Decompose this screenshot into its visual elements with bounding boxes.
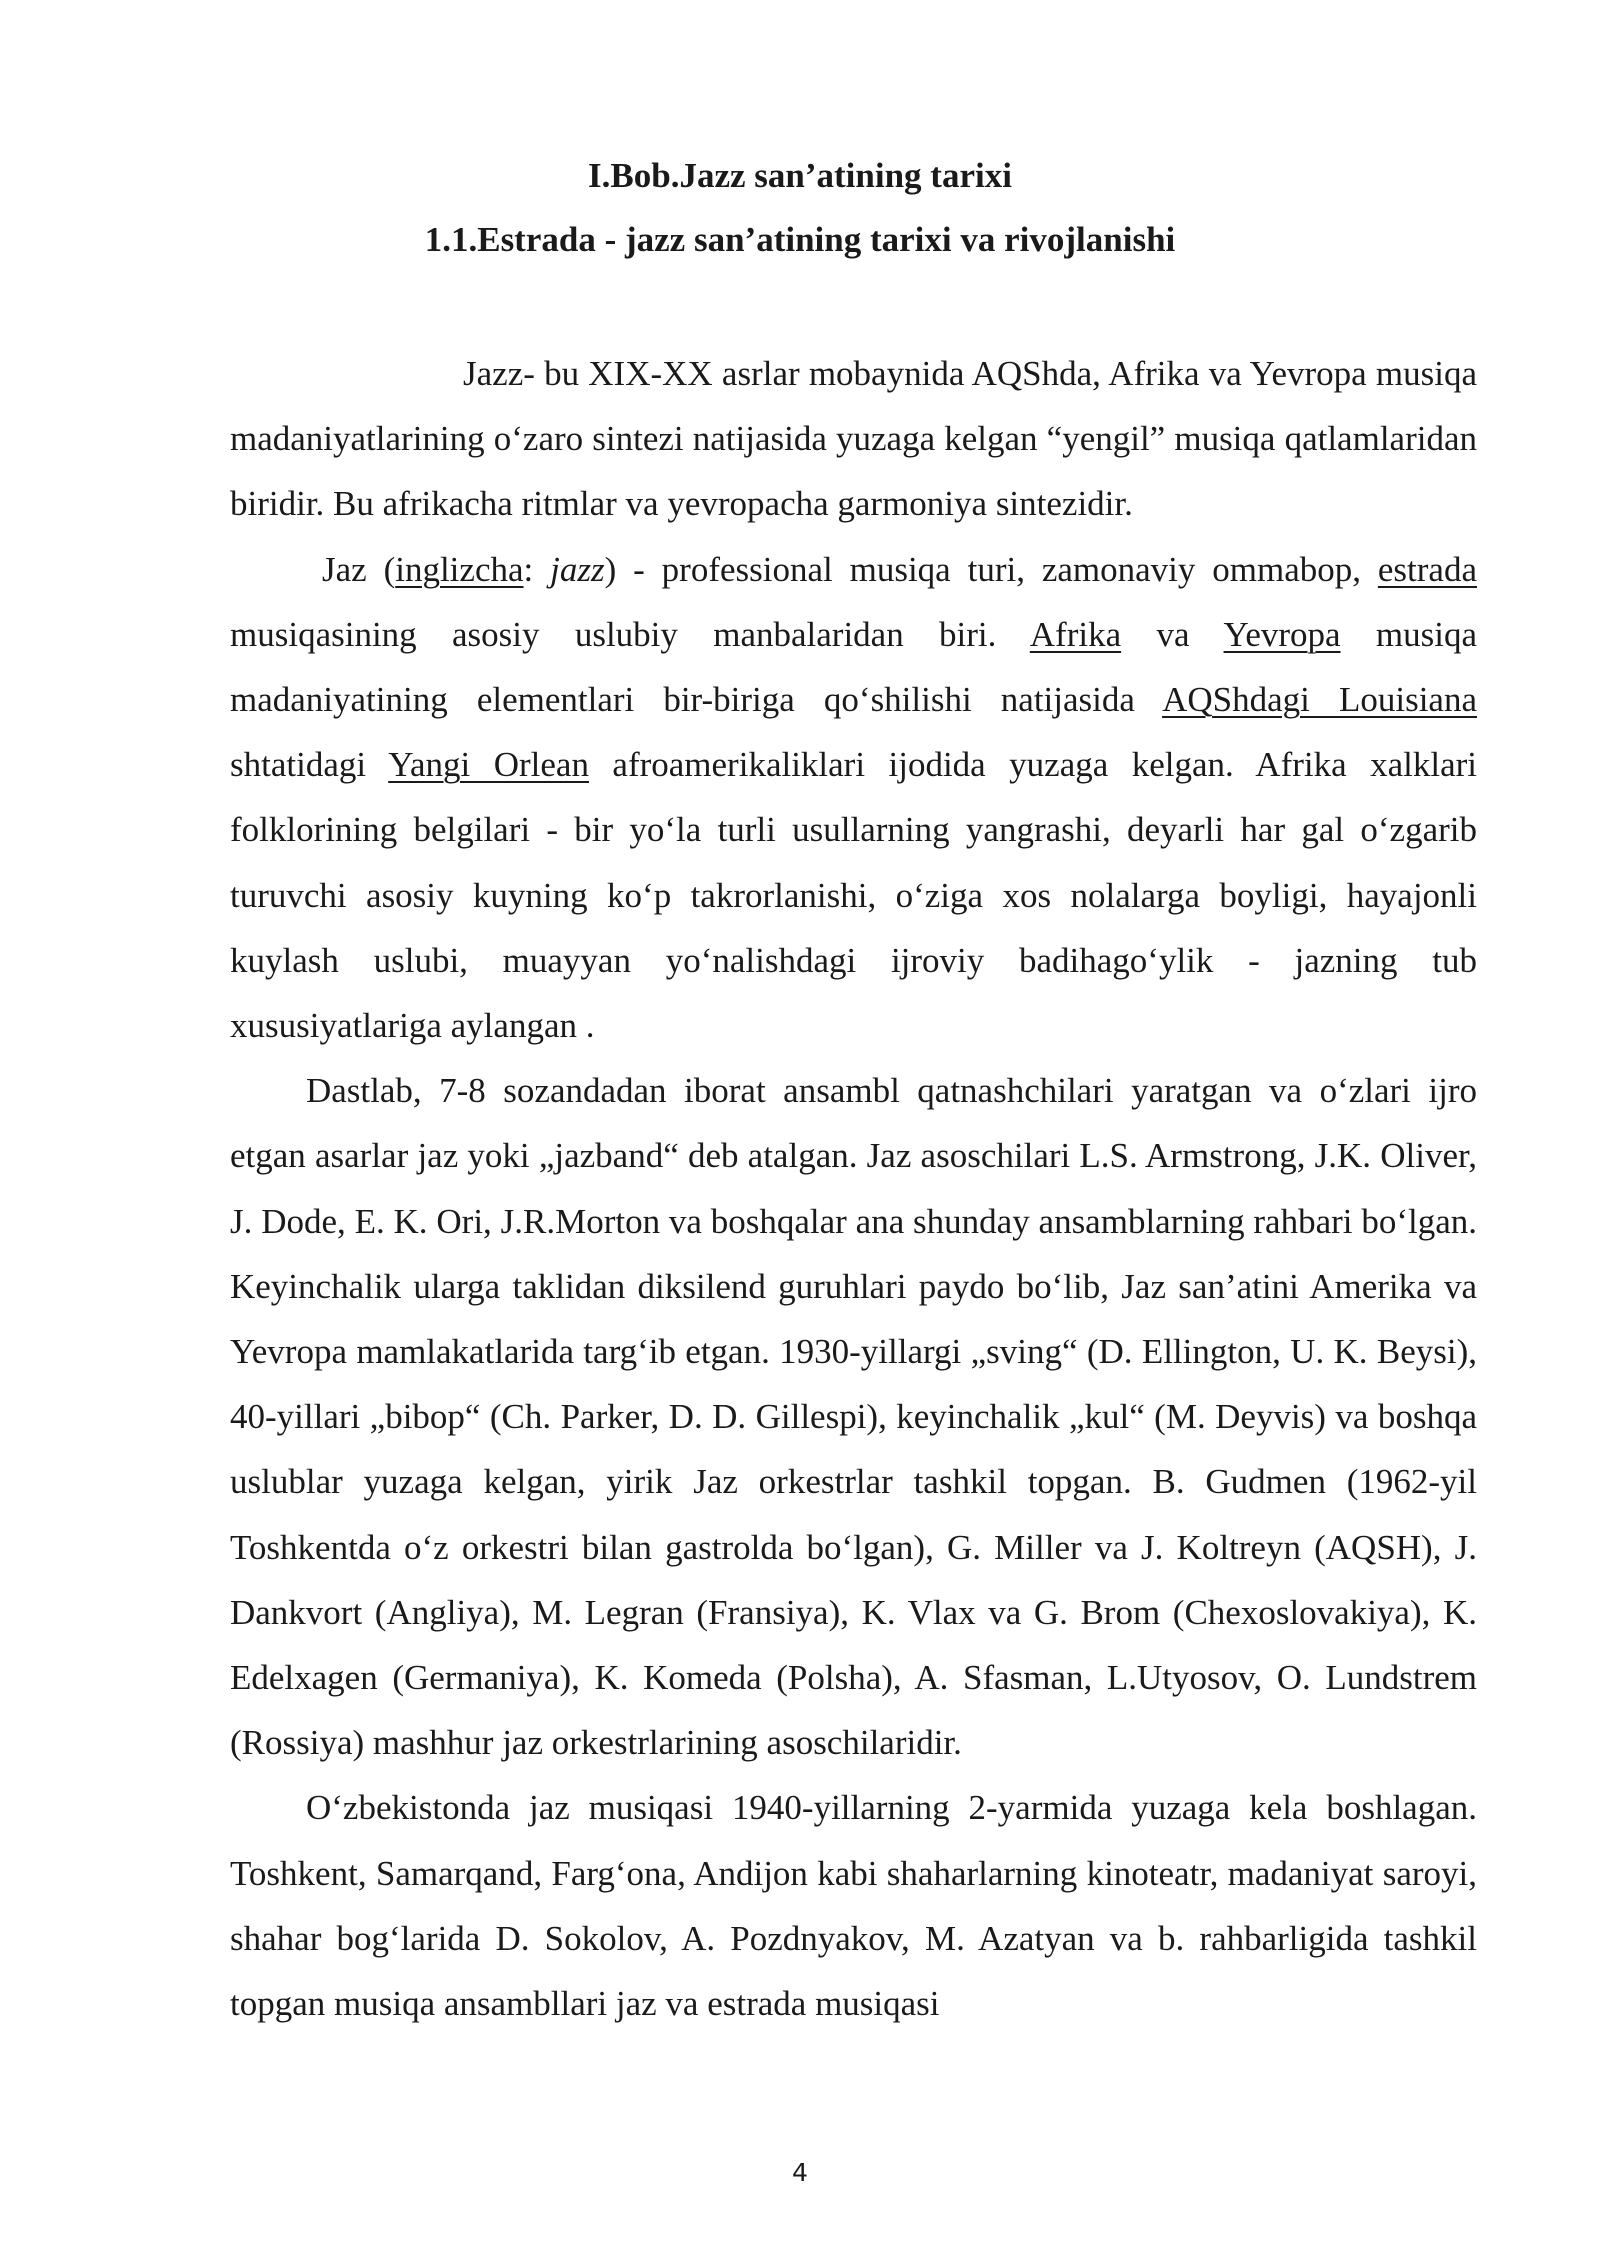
paragraph-2 [230,537,1477,1059]
link-yangi-orlean[interactable]: Yangi Orlean [388,745,589,785]
page-number: 4 [792,2158,808,2187]
link-estrada[interactable]: estrada [1377,549,1477,589]
link-afrika[interactable]: Afrika [1029,614,1122,654]
link-inglizcha[interactable]: inglizcha [395,549,524,589]
paragraph-4: O‘zbekistonda jaz musiqasi 1940-yillarning 2-yarmida yuzaga kela boshlagan. Toshkent, Samarqand, Farg‘ona, Andijon kabi shaharlarning kinoteatr, madaniyat saroyi, shahar bog‘larida D. Sokolov, A. Pozdnyakov, M. Azatyan va b. rahbarligida tashkil topgan musiqa ansambllari jaz va estrada musiqasi [230,1788,1477,2024]
paragraph-3: Dastlab, 7-8 sozandadan iborat ansambl qatnashchilari yaratgan va o‘zlari ijro etgan asarlar jaz yoki „jazband“ deb atalgan. Jaz asoschilari L.S. Armstrong, J.K. Oliver, J. Dode, E. K. Ori, J.R.Morton va boshqalar ana shunday ansamblarning rahbari bo‘lgan. Keyinchalik ularga taklidan diksilend guruhlari paydo bo‘lib, Jaz san’atini Amerika va Yevropa mamlakatlarida targ‘ib etgan. 1930-yillargi „sving“ (D. Ellington, U. K. Beysi), 40-yillari „bibop“ (Ch. Parker, D. D. Gillespi), keyinchalik „kul“ (M. Deyvis) va boshqa uslublar yuzaga kelgan, yirik Jaz orkestrlar tashkil topgan. B. Gudmen (1962-yil Toshkentda o‘z orkestri bilan gastrolda bo‘lgan), G. Miller va J. Koltreyn (AQSH), J. Dankvort (Angliya), M. Legran (Fransiya), K. Vlax va G. Brom (Chexoslovakiya), K. Edelxagen (Germaniya), K. Komeda (Polsha), A. Sfasman, L.Utyosov, O. Lundstrem (Rossiya) mashhur jaz orkestrlarining asoschilaridir. [230,1071,1477,1763]
paragraph-2-text: ) - professional musiqa turi, zamonaviy ommabop, [604,549,1378,589]
paragraph-2-text: musiqa madaniyatining elementlari bir-biriga qo‘shilishi natijasida [230,614,1477,720]
body-text [230,341,1477,2036]
paragraph-2-text: va [1121,614,1224,654]
paragraph-2-text: afroamerikaliklari ijodida yuzaga kelgan. Afrika xalklari folklorining belgilari - bir yo‘la turli usullarning yangrashi, deyarli har gal o‘zgarib turuvchi asosiy kuyning ko‘p takrorlanishi, o‘ziga xos nolalarga boyligi, hayajonli kuylash uslubi, muayyan yo‘nalishdagi ijroviy badihago‘ylik - jazning tub xususiyatlariga aylangan . [230,745,1477,1046]
paragraph-2-text: musiqasining asosiy uslubiy manbalaridan biri. [230,614,1030,654]
link-aqshdagi-louisiana[interactable]: AQShdagi Louisiana [1162,680,1477,720]
link-yevropa[interactable]: Yevropa [1223,614,1341,654]
chapter-title: I.Bob.Jazz san’atining tarixi [588,156,1012,195]
paragraph-2-text: : [523,549,551,589]
paragraph-2-text: Jaz ( [322,549,396,589]
paragraph-1: Jazz- bu XIX-XX asrlar mobaynida AQShda, Afrika va Yevropa musiqa madaniyatlarining o‘zaro sintezi natijasida yuzaga kelgan “yengil” musiqa qatlamlaridan biridir. Bu afrikacha ritmlar va yevropacha garmoniya sintezidir. [230,354,1477,524]
paragraph-2-text: shtatidagi [230,745,389,785]
section-title: 1.1.Estrada - jazz san’atining tarixi va rivojlanishi [424,220,1176,259]
term-jazz: jazz [550,549,605,589]
